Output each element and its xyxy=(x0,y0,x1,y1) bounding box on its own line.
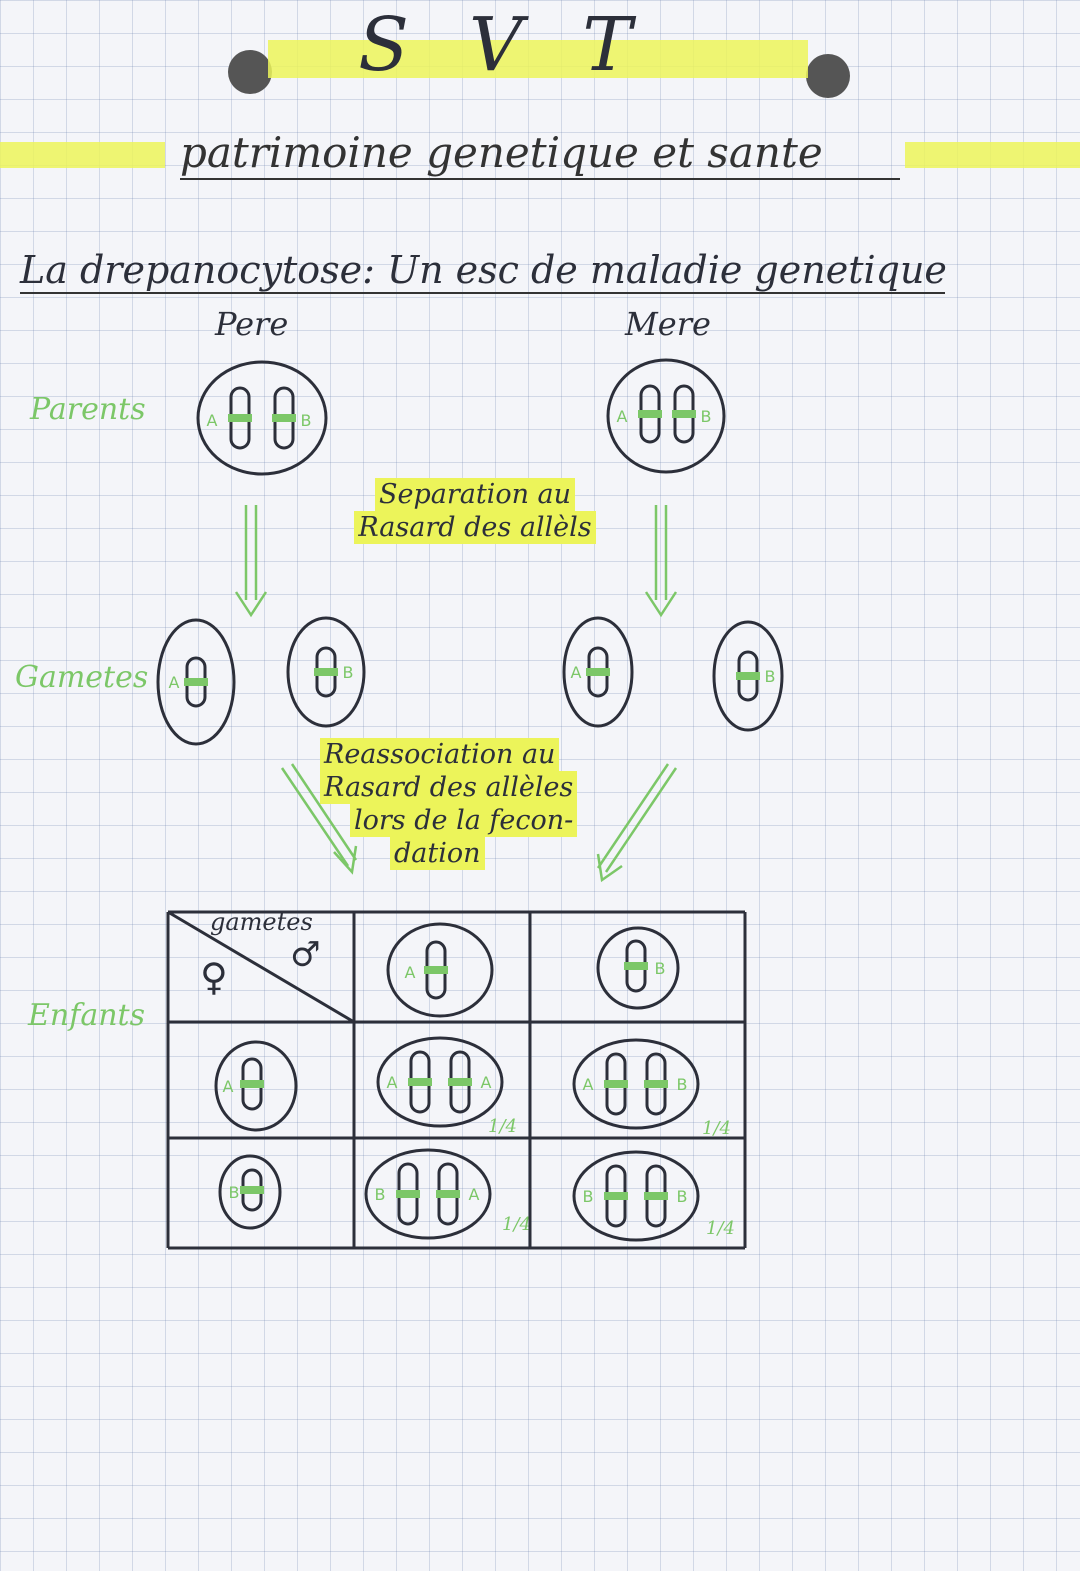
allele-band xyxy=(604,1080,628,1088)
allele-band xyxy=(644,1192,668,1200)
allele-letter: A xyxy=(582,1075,594,1094)
arrow-shaft xyxy=(606,768,676,872)
allele-band xyxy=(184,678,208,686)
allele-letter: B xyxy=(228,1183,240,1202)
allele-band xyxy=(228,414,252,422)
allele-band xyxy=(240,1186,264,1194)
allele-band xyxy=(396,1190,420,1198)
allele-letter: B xyxy=(654,959,666,978)
allele-band xyxy=(436,1190,460,1198)
allele-letter: A xyxy=(386,1073,398,1092)
allele-band xyxy=(644,1080,668,1088)
allele-letter: B xyxy=(764,667,776,686)
allele-band xyxy=(586,668,610,676)
parents-row-label: Parents xyxy=(30,392,146,427)
allele-letter: A xyxy=(570,663,582,682)
reassociation-note-line: Rasard des allèles xyxy=(320,771,577,804)
probability-label: 1/4 xyxy=(702,1118,731,1139)
reassociation-note-line: lors de la fecon- xyxy=(350,804,577,837)
allele-band xyxy=(240,1080,264,1088)
subject-header: SVT xyxy=(358,2,692,88)
arrow-shaft xyxy=(598,764,668,868)
allele-band xyxy=(638,410,662,418)
mother-label: Mere xyxy=(625,305,711,343)
allele-band xyxy=(604,1192,628,1200)
male-symbol: ♂ xyxy=(290,935,321,975)
section-title: La drepanocytose: Un esc de maladie genetique xyxy=(20,248,947,292)
allele-letter: A xyxy=(480,1073,492,1092)
allele-band xyxy=(736,672,760,680)
allele-letter: A xyxy=(404,963,416,982)
arrow-shaft xyxy=(282,768,348,866)
allele-letter: B xyxy=(582,1187,594,1206)
allele-band xyxy=(314,668,338,676)
punnett-gametes-label: gametes xyxy=(210,908,313,936)
gametes-row-label: Gametes xyxy=(15,660,149,695)
allele-letter: B xyxy=(700,407,712,426)
separation-note-line: Separation au xyxy=(375,478,575,511)
probability-label: 1/4 xyxy=(502,1214,531,1235)
allele-letter: B xyxy=(300,411,312,430)
children-row-label: Enfants xyxy=(28,998,145,1033)
arrow-head xyxy=(646,592,676,615)
allele-letter: B xyxy=(676,1187,688,1206)
allele-letter: B xyxy=(342,663,354,682)
allele-band xyxy=(408,1078,432,1086)
allele-letter: A xyxy=(616,407,628,426)
arrow-head xyxy=(236,592,266,615)
allele-letter: A xyxy=(222,1077,234,1096)
allele-band xyxy=(672,410,696,418)
separation-note-line: Rasard des allèls xyxy=(354,511,595,544)
allele-letter: B xyxy=(374,1185,386,1204)
allele-band xyxy=(448,1078,472,1086)
allele-letter: A xyxy=(206,411,218,430)
arrow-shaft xyxy=(292,764,356,860)
reassociation-note-line: Reassociation au xyxy=(320,738,559,771)
female-symbol: ♀ xyxy=(200,955,228,999)
grid-diagonal xyxy=(168,912,354,1022)
allele-band xyxy=(272,414,296,422)
allele-letter: A xyxy=(168,673,180,692)
page-title: patrimoine genetique et sante xyxy=(180,128,823,177)
allele-letter: B xyxy=(676,1075,688,1094)
reassociation-note-line: dation xyxy=(390,837,485,870)
allele-band xyxy=(424,966,448,974)
allele-band xyxy=(624,962,648,970)
probability-label: 1/4 xyxy=(706,1218,735,1239)
allele-letter: A xyxy=(468,1185,480,1204)
probability-label: 1/4 xyxy=(488,1116,517,1137)
father-label: Pere xyxy=(215,305,289,343)
